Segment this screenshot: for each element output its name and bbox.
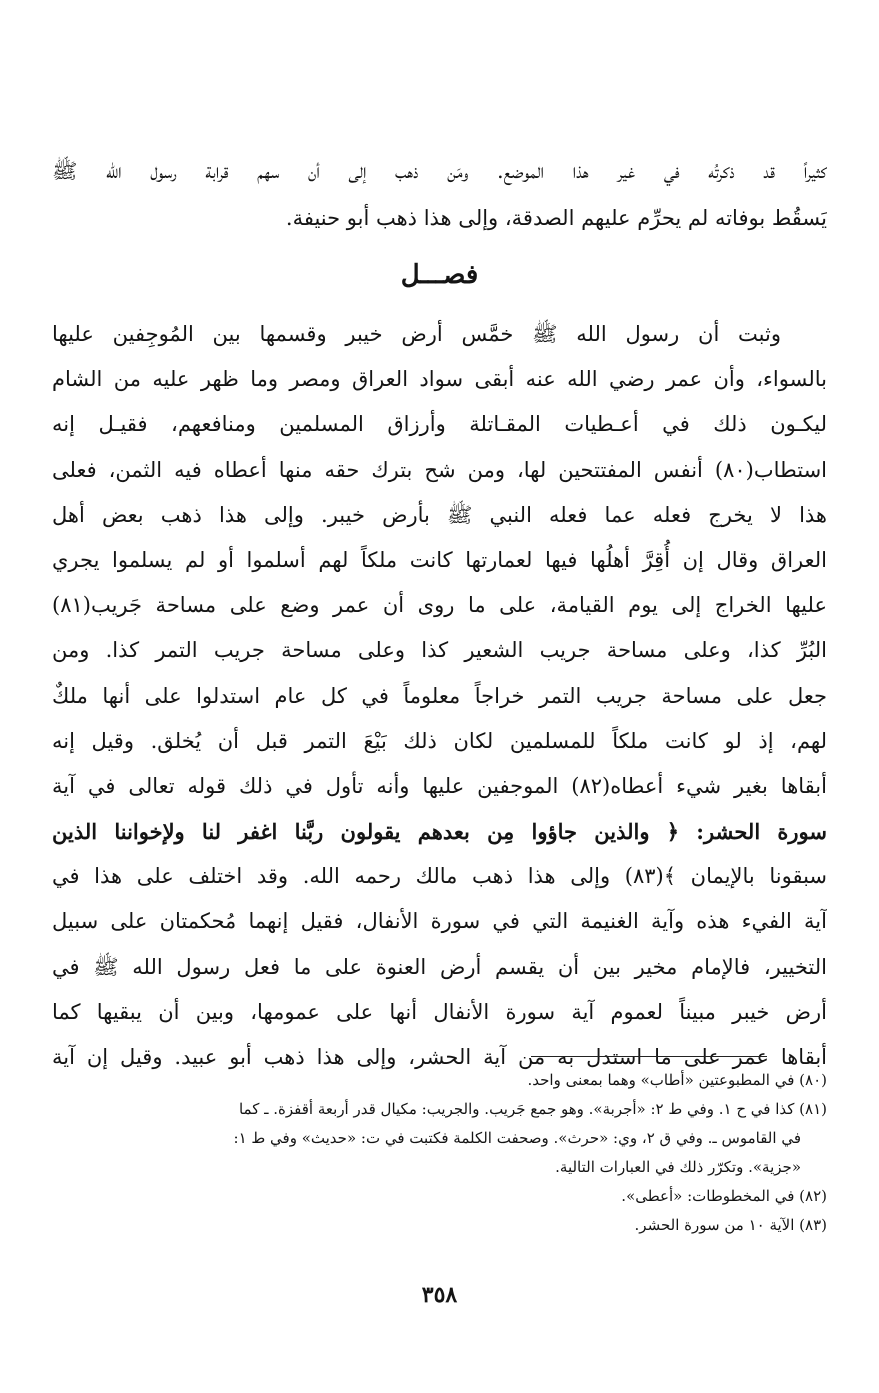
footnote: (٨٣) الآية ١٠ من سورة الحشر. [634, 1216, 827, 1234]
text-line: استطاب(٨٠) أنفس المفتتحين لها، ومن شح بترك حقه منها أعطاه فيه الثمن، فعلى [52, 457, 827, 482]
text-line: عليها الخراج إلى يوم القيامة، على ما روى أن عمر وضع على مساحة جَريب(٨١) [52, 593, 827, 618]
footnote: (٨٠) في المطبوعتين «أطاب» وهما بمعنى واحد. [527, 1071, 827, 1089]
page-number: ٣٥٨ [421, 1282, 458, 1308]
text-line: سورة الحشر: ﴿ والذين جاؤوا مِن بعدهم يقولون ربَّنا اغفر لنا ولإخواننا الذين [52, 819, 827, 845]
main-paragraph [52, 312, 827, 1080]
text-line: هذا لا يخرج فعله عما فعله النبي ﷺ بأرض خيبر. وإلى هذا ذهب بعض أهل [52, 502, 827, 527]
footnote-continuation: في القاموس ـ. وفي ق ٢، وي: «حرث». وصحفت الكلمة فكتبت في ت: «حديث» وفي ط ١: [233, 1129, 801, 1147]
text-line: التخيير، فالإمام مخير بين أن يقسم أرض العنوة على ما فعل رسول الله ﷺ في [52, 954, 827, 979]
text-line: أبقاها عمر على ما استدل به من آية الحشر، وإلى هذا ذهب أبو عبيد. وقيل إن آية [52, 1045, 827, 1069]
text-line: لهم، إذ لو كانت ملكاً للمسلمين لكان ذلك بَيْعَ التمر قبل أن يُخلق. وقيل إنه [52, 728, 827, 753]
text-line: العراق وقال إن أُقِرَّ أهلُها فيها لعمارتها كانت ملكاً لهم أسلموا أو لم يسلموا يجري [52, 547, 827, 572]
text-line: ليكـون ذلك في أعـطيات المقـاتلة وأرزاق المسلمين ومنافعهم، فقيـل إنه [52, 412, 827, 437]
footnote-separator [531, 1056, 767, 1057]
text-line: أبقاها بغير شيء أعطاه(٨٢) الموجفين عليها وأنه تأول في ذلك قوله تعالى في آية [52, 773, 827, 798]
text-line: البُرِّ كذا، وعلى مساحة جريب الشعير كذا وعلى مساحة جريب التمر كذا. ومن [52, 638, 827, 663]
footnotes [52, 1066, 827, 1240]
text-line: يَسقُط بوفاته لم يحرِّم عليهم الصدقة، وإلى هذا ذهب أبو حنيفة. [285, 206, 827, 230]
section-heading: فصـــل [400, 260, 479, 290]
text-line: وثبت أن رسول الله ﷺ خمَّس أرض خيبر وقسمها بين المُوجِفين عليها [52, 322, 781, 346]
footnote: (٨٢) في المخطوطات: «أعطى». [621, 1187, 827, 1205]
footnote-continuation: «جزية». وتكرّر ذلك في العبارات التالية. [555, 1158, 801, 1176]
footnote: (٨١) كذا في ح ١. وفي ط ٢: «أجربة». وهو جمع جَريب. والجريب: مكيال قدر أربعة أقفزة. ـ كما [238, 1100, 827, 1118]
text-line: آية الفيء هذه وآية الغنيمة التي في سورة الأنفال، فقيل إنهما مُحكمتان على سبيل [52, 909, 827, 934]
text-line: سبقونا بالإيمان ﴾(٨٣) وإلى هذا ذهب مالك رحمه الله. وقد اختلف على هذا في [52, 864, 827, 889]
text-line: بالسواء، وأن عمر رضي الله عنه أبقى سواد العراق ومصر وما ظهر عليه من الشام [52, 367, 827, 392]
intro-paragraph [52, 148, 827, 242]
text-line: أرض خيبر مبيناً لعموم آية سورة الأنفال أنها على عمومها، وبين أن يبقيها كما [52, 999, 827, 1024]
text-line: كثيراً قد ذكرتُه في غير هذا الموضع. ومَن ذهب إلى أن سهم قرابة رسول الله ﷺ [52, 159, 827, 183]
text-line: جعل على مساحة جريب التمر خراجاً معلوماً في كل عام استدلوا على أنها ملكٌ [52, 683, 827, 708]
